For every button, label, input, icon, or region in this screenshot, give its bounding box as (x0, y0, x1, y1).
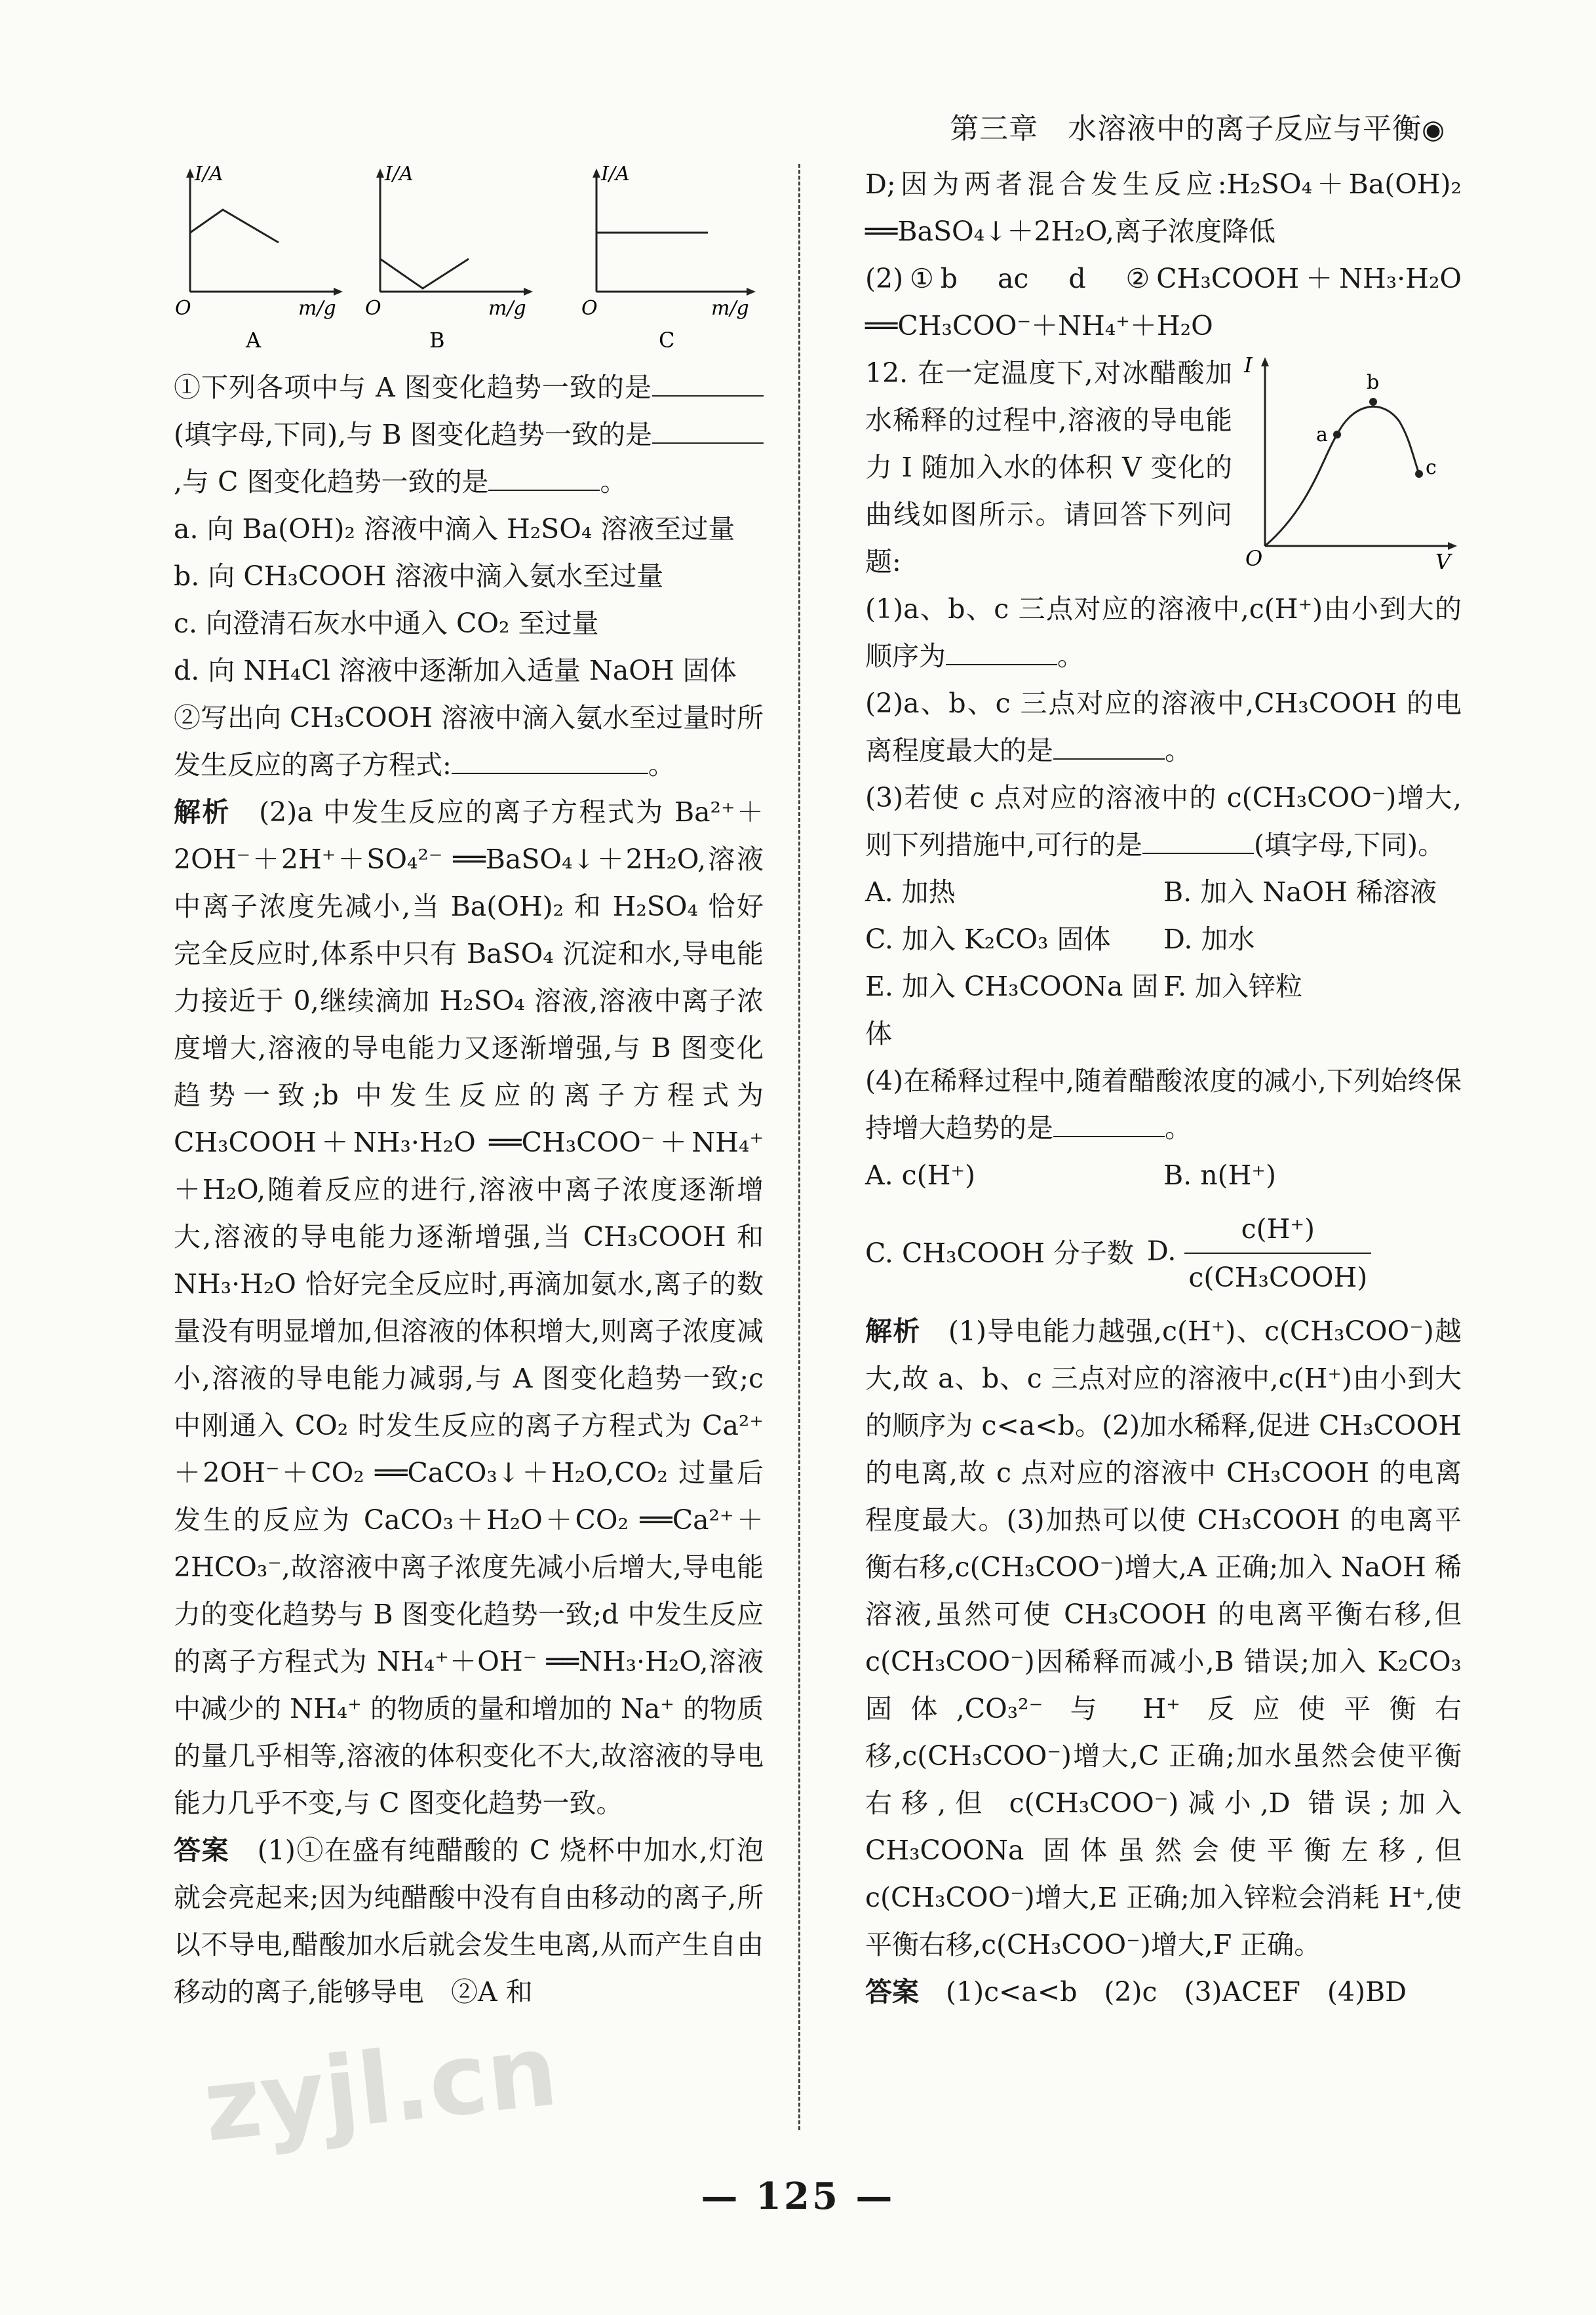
options-row-4 (865, 1152, 1462, 1199)
dilution-curve-figure (1239, 349, 1462, 572)
option-4C (865, 1230, 1134, 1277)
graph-b (364, 161, 534, 357)
sub-question-1-text: (1)a、b、c 三点对应的溶液中,c(H⁺)由小到大的顺序为 (865, 593, 1462, 672)
answer-continued-2: (2)①b ac d ②CH₃COOH＋NH₃·H₂O ══CH₃COO⁻＋NH₄⁺＋H₂O (865, 263, 1462, 341)
chapter-mark: ◉ (1422, 115, 1445, 145)
question-1-text: ①下列各项中与 A 图变化趋势一致的是 (174, 372, 652, 403)
sub-question-2-text: (2)a、b、c 三点对应的溶液中,CH₃COOH 的电离程度最大的是 (865, 688, 1462, 766)
sub-question-2: (2)a、b、c 三点对应的溶液中,CH₃COOH 的电离程度最大的是 。 (865, 688, 1462, 766)
answer-blank-equation (452, 747, 648, 774)
answer-text-right: (1)c<a<b (2)c (3)ACEF (4)BD (946, 1976, 1407, 2008)
question-1-text-c: ,与 C 图变化趋势一致的是 (174, 466, 489, 497)
graph-a (174, 161, 344, 357)
graph-a-xlabel: m/g (298, 297, 336, 320)
fraction-denominator: c(CH₃COOH) (1188, 1262, 1368, 1293)
sub-question-3 (865, 774, 1462, 868)
analysis-label-right: 解析 (865, 1315, 921, 1347)
analysis-text-right: (1)导电能力越强,c(H⁺)、c(CH₃COO⁻)越大,故 a、b、c 三点对应的溶液中,c(H⁺)由小到大的顺序为 c<a<b。(2)加水稀释,促进 CH₃COOH 的电离,故 c 点对应的溶液中 CH₃COOH 的电离程度最大。(3)加热可以使 CH₃COOH 的电离平衡右移,c(CH₃COO⁻)增大,A 正确;加入 NaOH 稀溶液,虽然可使 CH₃COOH 的电离平衡右移,但 c(CH₃COO⁻)因稀释而减小,B 错误;加入 K₂CO₃ 固体,CO₃²⁻ 与 H⁺ 反应使平衡右移,c(CH₃COO⁻)增大,C 正确;加水虽然会使平衡右移,但 c(CH₃COO⁻)减小,D 错误;加入 CH₃COONa 固体虽然会使平衡左移,但 c(CH₃COO⁻)增大,E 正确;加入锌粒会消耗 H⁺,使平衡右移,c(CH₃COO⁻)增大,F 正确。 (865, 1315, 1462, 1960)
options-row-3 (865, 963, 1462, 1057)
graph-a-ylabel: I/A (195, 163, 224, 185)
option-c: c. 向澄清石灰水中通入 CO₂ 至过量 (174, 608, 599, 639)
option-4D (1147, 1205, 1371, 1301)
option-4A: A. c(H⁺) (865, 1159, 976, 1191)
page-number: — 125 — (701, 2175, 895, 2218)
analysis-text: (2)a 中发生反应的离子方程式为 Ba²⁺＋2OH⁻＋2H⁺＋SO₄²⁻ ══BaSO₄↓＋2H₂O,溶液中离子浓度先减小,当 Ba(OH)₂ 和 H₂SO₄ 恰好完全反应时,体系中只有 BaSO₄ 沉淀和水,导电能力接近于 0,继续滴加 H₂SO₄ 溶液,溶液中离子浓度增大,溶液的导电能力又逐渐增强,与 B 图变化趋势一致;b 中发生反应的离子方程式为 CH₃COOH＋NH₃·H₂O ══CH₃COO⁻＋NH₄⁺＋H₂O,随着反应的进行,溶液中离子浓度逐渐增大,溶液的导电能力逐渐增强,当 CH₃COOH 和 NH₃·H₂O 恰好完全反应时,再滴加氨水,离子的数量没有明显增加,但溶液的体积增大,则离子浓度减小,溶液的导电能力减弱,与 A 图变化趋势一致;c 中刚通入 CO₂ 时发生反应的离子方程式为 Ca²⁺＋2OH⁻＋CO₂ ══CaCO₃↓＋H₂O,CO₂ 过量后发生的反应为 CaCO₃＋H₂O＋CO₂ ══Ca²⁺＋2HCO₃⁻,故溶液中离子浓度先减小后增大,导电能力的变化趋势与 B 图变化趋势一致;d 中发生反应的离子方程式为 NH₄⁺＋OH⁻ ══NH₃·H₂O,溶液中减少的 NH₄⁺ 的物质的量和增加的 Na⁺ 的物质的量几乎相等,溶液的体积变化不大,故溶液的导电能力几乎不变,与 C 图变化趋势一致。 (174, 796, 764, 1819)
analysis-label: 解析 (174, 796, 231, 828)
graph-a-origin: O (175, 297, 191, 320)
option-E: E. 加入 CH₃COONa 固体 (865, 971, 1159, 1049)
option-D: D. 加水 (1163, 924, 1255, 955)
question-1-text-b: (填字母,下同),与 B 图变化趋势一致的是 (174, 419, 652, 450)
graph-c-xlabel: m/g (711, 297, 749, 320)
option-4C-text: C. CH₃COOH 分子数 (865, 1237, 1134, 1269)
answer-blank-s4 (1053, 1110, 1165, 1137)
graph-b-ylabel: I/A (385, 163, 414, 185)
left-column (174, 161, 764, 2015)
graph-c-ylabel: I/A (601, 163, 630, 185)
answer-label: 答案 (174, 1835, 230, 1866)
graph-b-xlabel: m/g (488, 297, 526, 320)
option-d: d. 向 NH₄Cl 溶液中逐渐加入适量 NaOH 固体 (174, 655, 737, 686)
option-4B: B. n(H⁺) (1163, 1159, 1276, 1191)
answer-continued-1: D;因为两者混合发生反应:H₂SO₄＋Ba(OH)₂ ══BaSO₄↓＋2H₂O,离子浓度降低 (865, 168, 1462, 247)
question-12-text: 12. 在一定温度下,对冰醋酸加水稀释的过程中,溶液的导电能力 I 随加入水的体积 V 变化的曲线如图所示。请回答下列问题: (865, 357, 1232, 577)
answer-left (174, 1827, 764, 2015)
question-2-text: ②写出向 CH₃COOH 溶液中滴入氨水至过量时所发生反应的离子方程式: (174, 702, 764, 781)
fraction-numerator: c(H⁺) (1184, 1205, 1371, 1254)
chapter-title: 第三章 水溶液中的离子反应与平衡 (950, 112, 1422, 146)
answer-blank-c (488, 463, 600, 491)
fig-point-c: c (1426, 456, 1437, 479)
options-row-1 (865, 868, 1462, 916)
answer-text: (1)①在盛有纯醋酸的 C 烧杯中加水,灯泡就会亮起来;因为纯醋酸中没有自由移动的离子,所以不导电,醋酸加水后就会发生电离,从而产生自由移动的离子,能够导电 ②A 和 (174, 1835, 764, 2008)
option-4D-label: D. (1146, 1235, 1177, 1267)
option-a: a. 向 Ba(OH)₂ 溶液中滴入 H₂SO₄ 溶液至过量 (174, 513, 735, 545)
answer-blank-s2 (1053, 732, 1165, 760)
graph-b-name: B (429, 328, 445, 353)
option-F: F. 加入锌粒 (1163, 971, 1303, 1002)
option-C: C. 加入 K₂CO₃ 固体 (865, 924, 1111, 955)
sub-question-3-text: (3)若使 c 点对应的溶液中的 c(CH₃COO⁻)增大,则下列措施中,可行的是 (865, 782, 1462, 861)
fig-point-b: b (1367, 371, 1380, 394)
conductivity-graphs (174, 161, 764, 357)
column-divider (798, 164, 800, 2130)
answer-blank-b (652, 416, 764, 444)
graph-a-name: A (246, 328, 262, 353)
answer-blank-a (652, 369, 764, 397)
fig-x-label: V (1435, 549, 1451, 572)
option-B: B. 加入 NaOH 稀溶液 (1163, 876, 1437, 908)
watermark: zyjl.cn (198, 2013, 563, 2164)
answer-label-right: 答案 (865, 1976, 919, 2008)
option-b: b. 向 CH₃COOH 溶液中滴入氨水至过量 (174, 560, 664, 592)
fig-y-label: I (1244, 353, 1253, 378)
graph-b-origin: O (365, 297, 381, 320)
options-row-5 (865, 1205, 1462, 1301)
graph-c-name: C (659, 328, 675, 353)
sub-question-1: (1)a、b、c 三点对应的溶液中,c(H⁺)由小到大的顺序为 。 (865, 593, 1462, 672)
question-2: ②写出向 CH₃COOH 溶液中滴入氨水至过量时所发生反应的离子方程式: 。 (174, 702, 764, 781)
question-1: ①下列各项中与 A 图变化趋势一致的是(填字母,下同),与 B 图变化趋势一致的是,与 C 图变化趋势一致的是 。 (174, 364, 764, 505)
fraction (1184, 1205, 1371, 1301)
sub-question-3-text-b: (填字母,下同)。 (1254, 829, 1445, 861)
graph-c-origin: O (581, 297, 598, 320)
answer-right (865, 1968, 1462, 2015)
analysis-right (865, 1308, 1462, 1968)
fig-point-a: a (1316, 423, 1328, 446)
fig-origin: O (1245, 546, 1263, 571)
answer-blank-s1 (946, 638, 1057, 665)
option-A: A. 加热 (865, 876, 956, 908)
sub-question-4: (4)在稀释过程中,随着醋酸浓度的减小,下列始终保持增大趋势的是 。 (865, 1065, 1462, 1144)
graph-c (580, 161, 764, 357)
options-row-2 (865, 916, 1462, 963)
answer-blank-s3 (1142, 827, 1254, 854)
right-column (865, 161, 1462, 2015)
analysis-left (174, 788, 764, 1827)
chapter-header (950, 105, 1445, 147)
question-12 (865, 349, 1462, 585)
sub-question-4-text: (4)在稀释过程中,随着醋酸浓度的减小,下列始终保持增大趋势的是 (865, 1065, 1462, 1144)
